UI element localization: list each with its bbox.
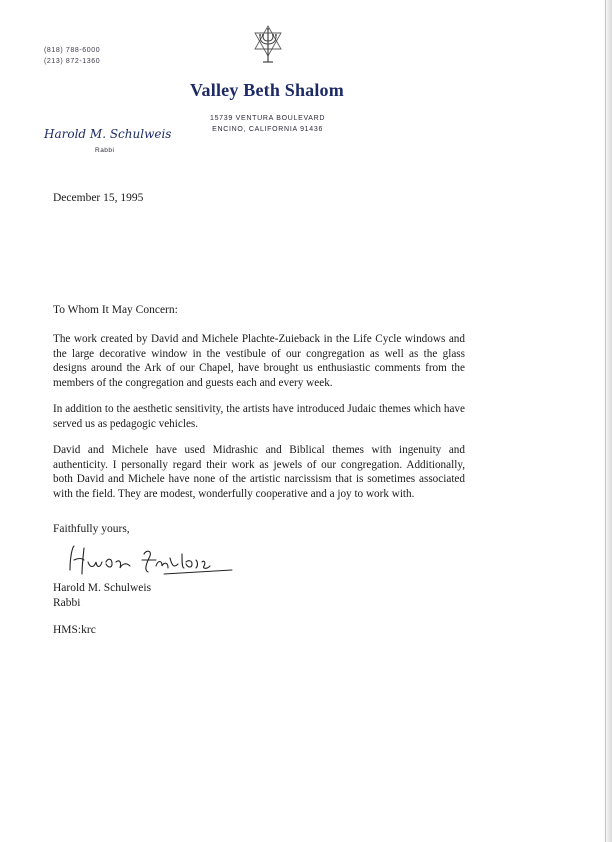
address-line-2: ENCINO, CALIFORNIA 91436 [212,126,324,133]
signer-title: Rabbi [53,597,81,609]
organization-name: Valley Beth Shalom [190,80,344,100]
handwritten-signature [64,540,244,580]
typist-initials: HMS:krc [53,624,96,636]
letter-date: December 15, 1995 [53,192,144,204]
phone-numbers [44,45,100,67]
page-edge-line [605,0,606,842]
salutation: To Whom It May Concern: [53,304,178,316]
body-paragraph-1: The work created by David and Michele Plachte-Zuieback in the Life Cycle windows and the large decorative window in the vestibule of our congregation as well as the glass designs around the Ark of our Chapel, have brought us enthusiastic comments from the members of the congregation and guests each and every week. [53,333,465,389]
body-paragraph-3: David and Michele have used Midrashic and Biblical themes with ingenuity and authenticity. I personally regard their work as jewels of our congregation. Additionally, both David and Michele have none of the artistic narcissism that is sometimes associated with the field. They are modest, wonderfully cooperative and a joy to work with. [53,444,465,500]
letterhead-rabbi-title: Rabbi [95,147,115,154]
signer-name: Harold M. Schulweis [53,582,152,594]
phone-number-2: (213) 872-1360 [44,58,101,65]
address-block [210,113,325,135]
address-line-1: 15739 VENTURA BOULEVARD [210,115,326,122]
star-of-david-menorah-icon [248,22,288,66]
phone-number-1: (818) 788-6000 [44,47,101,54]
closing: Faithfully yours, [53,523,130,535]
body-paragraph-2: In addition to the aesthetic sensitivity, the artists have introduced Judaic themes which have served us as pedagogic vehicles. [53,403,465,430]
letterhead-rabbi-name: Harold M. Schulweis [44,127,172,141]
